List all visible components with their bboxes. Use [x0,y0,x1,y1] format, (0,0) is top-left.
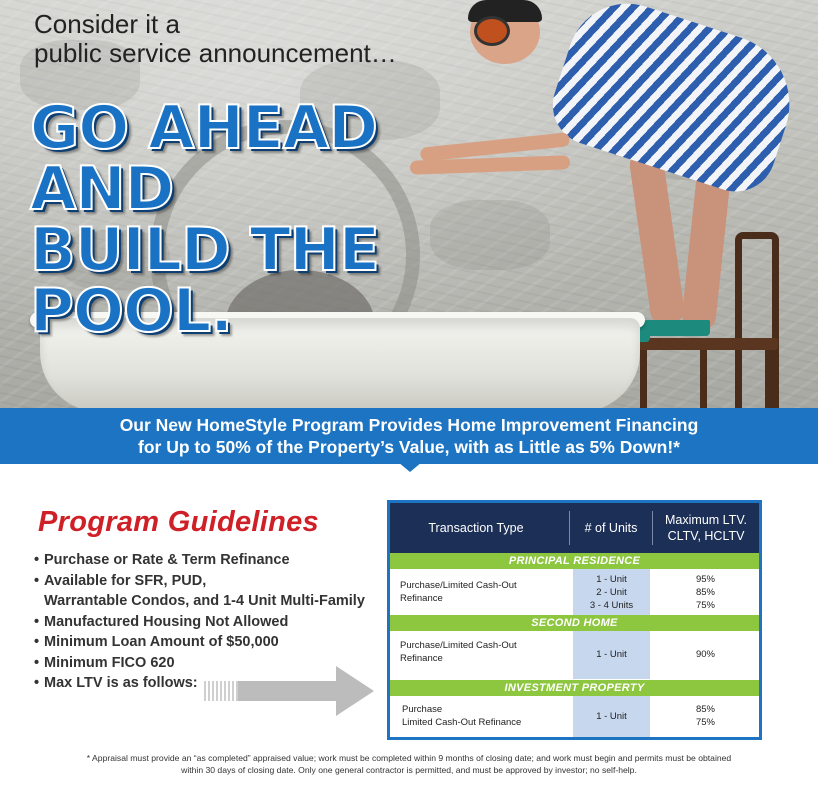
headline-line-3: BUILD THE [30,215,379,285]
table-header [390,503,759,553]
list-item-continuation: Warrantable Condos, and 1-4 Unit Multi-Family [44,593,365,609]
striped-swimsuit [542,0,807,202]
headline-line-4: POOL. [30,276,233,346]
banner-notch [398,462,422,472]
table-row-type: Purchase/Limited Cash-Out Refinance [400,640,517,664]
section-second-home: SECOND HOME [390,615,759,631]
units-cell: 1 - Unit [596,711,627,722]
headline-line-2: AND [30,154,174,224]
list-item: • Minimum Loan Amount of $50,000 [34,632,404,653]
pre-title: Consider it a public service announcement… [34,9,397,68]
table-row-type: Purchase Limited Cash-Out Refinance [402,704,522,728]
bullet-icon: • [34,613,40,630]
bullet-icon: • [34,654,40,671]
units-cell: 1 - Unit 2 - Unit 3 - 4 Units [589,574,634,611]
chair-leg [700,348,707,412]
header-transaction-type: Transaction Type [428,521,524,535]
section-principal-residence: PRINCIPAL RESIDENCE [390,553,759,569]
list-item: • Minimum FICO 620 [34,653,404,674]
list-item: • Purchase or Rate & Term Refinance [34,550,404,571]
bullet-icon: • [34,572,40,589]
list-item: • Max LTV is as follows: [34,673,404,694]
chair-back [735,232,779,412]
arrow-right-icon [238,681,338,701]
headline [30,93,470,346]
chair-leg [765,348,772,412]
ltv-cell: 90% [695,649,715,660]
chair-leg [640,348,647,412]
appraisal-footnote: * Appraisal must provide an “as completed” appraised value; work must be completed within 9 months of closing date; and work must begin and permits must be obtained within 30 days of closing date. Only one general contractor is permitted, and must be approved by investor; no self-help. [86,753,732,775]
headline-line-1: GO AHEAD [30,93,378,163]
header-max-ltv: Maximum LTV. CLTV, HCLTV [665,513,747,543]
list-item: • Available for SFR, PUD, [34,571,404,592]
bullet-icon: • [34,634,40,650]
swim-fin [640,320,710,336]
ltv-cell: 95% 85% 75% [695,574,715,611]
ltv-cell: 85% 75% [695,704,715,728]
bullet-icon: • [34,552,40,568]
units-cell: 1 - Unit [596,649,627,660]
header-units: # of Units [584,521,638,535]
table-row-type: Purchase/Limited Cash-Out Refinance [400,580,517,604]
section-investment-property: INVESTMENT PROPERTY [390,680,759,696]
arrow-head-icon [336,666,374,716]
max-ltv-table [387,500,762,740]
list-item: • Manufactured Housing Not Allowed [34,612,404,633]
banner-line-1: Our New HomeStyle Program Provides Home Improvement Financing [119,415,699,435]
bullet-icon: • [34,675,40,691]
banner-line-2: for Up to 50% of the Property’s Value, with as Little as 5% Down!* [138,437,680,457]
chair-seat [628,338,778,350]
program-guidelines-title: Program Guidelines [38,506,319,538]
offer-banner [0,408,818,464]
